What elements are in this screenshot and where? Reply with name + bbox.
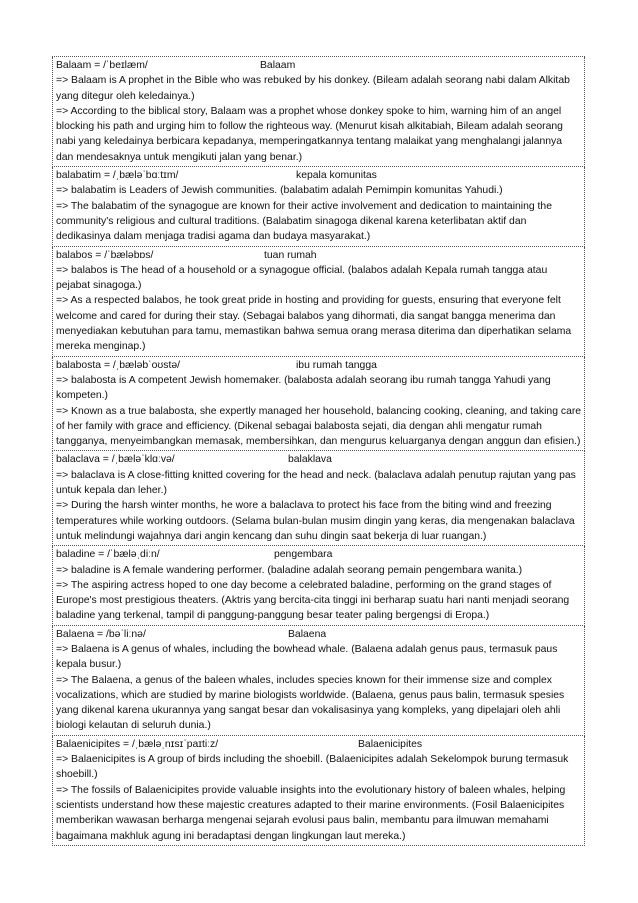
entry-baladine [52, 546, 585, 625]
entry-head [56, 358, 582, 373]
entry-balaam [52, 57, 585, 167]
entry-translation: kepala komunitas [296, 170, 377, 182]
entry-definition: => Balaam is A prophet in the Bible who was rebuked by his donkey. (Bileam adalah seorang nabi dalam Alkitab yang ditegur oleh keledainya.) [56, 75, 570, 102]
entry-term: baladine = /ˈbæləˌdiːn/ [56, 549, 160, 561]
entry-example: => The balabatim of the synagogue are known for their active involvement and dedication to maintaining the community's religious and cultural traditions. (Balabatim sinagoga dikenal karena keterlibatan aktif dan dedikasinya dalam menjaga tradisi agama dan budaya masyarakat.) [56, 200, 552, 243]
entry-example: => Known as a true balabosta, she expertly managed her household, balancing cooking, cleaning, and taking care of her family with grace and efficiency. (Dikenal sebagai balabosta sejati, dia dengan ahli mengatur rumah tangganya, menyeimbangkan memasak, membersihkan, dan mengurus keluarganya dengan anggun dan efisien.) [56, 405, 582, 448]
dictionary-page [52, 56, 585, 846]
entry-balabosta [52, 357, 585, 452]
entry-translation: ibu rumah tangga [296, 359, 377, 371]
entry-head [56, 58, 582, 73]
entry-definition: => Balaena is A genus of whales, including the bowhead whale. (Balaena adalah genus paus, termasuk paus kepala busur.) [56, 643, 558, 671]
entry-balabatim [52, 167, 585, 246]
entry-head [56, 627, 582, 642]
entry-definition: => balabosta is A competent Jewish homemaker. (balabosta adalah seorang ibu rumah tangga Yahudi yang kompeten.) [56, 374, 551, 402]
entry-head [56, 248, 582, 263]
entry-balaclava [52, 451, 585, 546]
entry-translation: pengembara [274, 549, 333, 561]
entry-translation: balaklava [288, 454, 332, 466]
entry-translation: Balaenicipites [358, 738, 423, 750]
entry-head [56, 547, 582, 562]
entry-definition: => balaclava is A close-fitting knitted covering for the head and neck. (balaclava adalah penutup rajutan yang pas untuk kepala dan leher.) [56, 469, 576, 497]
entry-example: => According to the biblical story, Balaam was a prophet whose donkey spoke to him, warning him of an angel blocking his path and urging him to follow the righteous way. (Menurut kisah alkitabiah, Bileam adalah seorang nabi yang keledainya berbicara kepadanya, memperingatkannya tentang malaikat yang menghalangi jalannya dan mendesaknya untuk mengikuti jalan yang benar.) [56, 105, 563, 163]
entry-term: Balaenicipites = /ˌbæləˌnɪsɪˈpaɪtiːz/ [56, 738, 219, 750]
entry-definition: => balabatim is Leaders of Jewish communities. (balabatim adalah Pemimpin komunitas Yahudi.) [56, 185, 503, 197]
entry-translation: tuan rumah [264, 249, 317, 261]
entry-balabos [52, 247, 585, 357]
entry-translation: Balaam [260, 60, 296, 71]
entry-term: Balaena = /bəˈliːnə/ [56, 628, 146, 640]
entry-term: Balaam = /ˈbeɪlæm/ [56, 60, 148, 71]
entry-definition: => baladine is A female wandering performer. (baladine adalah seorang pemain pengembara wanita.) [56, 564, 523, 576]
entry-example: => The aspiring actress hoped to one day become a celebrated baladine, performing on the grand stages of Europe's most prestigious theaters. (Aktris yang bercita-cita tinggi ini berharap suatu hari nanti menjadi seorang baladine yang terkenal, tampil di panggung-panggung besar teater paling bergengsi di Eropa.) [56, 579, 570, 622]
entry-term: balabos = /ˈbæləbɒs/ [56, 249, 154, 261]
entry-example: => As a respected balabos, he took great pride in hosting and providing for guests, ensuring that everyone felt welcome and cared for during their stay. (Sebagai balabos yang dihormati, dia sangat bangga menerima dan menyediakan kebutuhan para tamu, memastikan bahwa semua orang merasa diterima dan diperhatikan selama mereka menginap.) [56, 295, 572, 353]
entry-head [56, 452, 582, 467]
entry-term: balaclava = /ˌbæləˈklɑːvə/ [56, 454, 175, 466]
entry-example: => The Balaena, a genus of the baleen whales, includes species known for their immense size and complex vocalizations, which are studied by marine biologists worldwide. (Balaena, genus paus balin, termasuk spesies yang dikenal karena ukurannya yang sangat besar dan vokalisasinya yang kompleks, yang dipelajari oleh ahli biologi kelautan di seluruh dunia.) [56, 674, 565, 732]
entry-definition: => Balaenicipites is A group of birds including the shoebill. (Balaenicipites adalah Sekelompok burung termasuk shoebill.) [56, 754, 569, 781]
entry-translation: Balaena [288, 628, 327, 640]
entry-definition: => balabos is The head of a household or a synagogue official. (balabos adalah Kepala rumah tangga atau pejabat sinagoga.) [56, 264, 548, 292]
entry-balaenicipites [52, 736, 585, 846]
entry-example: => The fossils of Balaenicipites provide valuable insights into the evolutionary history of baleen whales, helping scientists understand how these majestic creatures adapted to their marine environments. (Fosil Balaenicipites memberikan wawasan berharga mengenai sejarah evolusi paus balin, membantu para ilmuwan memahami bagaimana makhluk agung ini beradaptasi dengan lingkungan laut mereka.) [56, 784, 566, 842]
entry-example: => During the harsh winter months, he wore a balaclava to protect his face from the biting wind and freezing temperatures while working outdoors. (Selama bulan-bulan musim dingin yang keras, dia mengenakan balaclava untuk melindungi wajahnya dari angin kencang dan suhu dingin saat bekerja di luar ruangan.) [56, 500, 575, 542]
entry-term: balabosta = /ˌbæləbˈoʊstə/ [56, 359, 181, 371]
entry-term: balabatim = /ˌbæləˈbɑːtɪm/ [56, 170, 179, 182]
entry-balaena [52, 626, 585, 736]
entry-head [56, 168, 582, 183]
entry-head [56, 737, 582, 752]
